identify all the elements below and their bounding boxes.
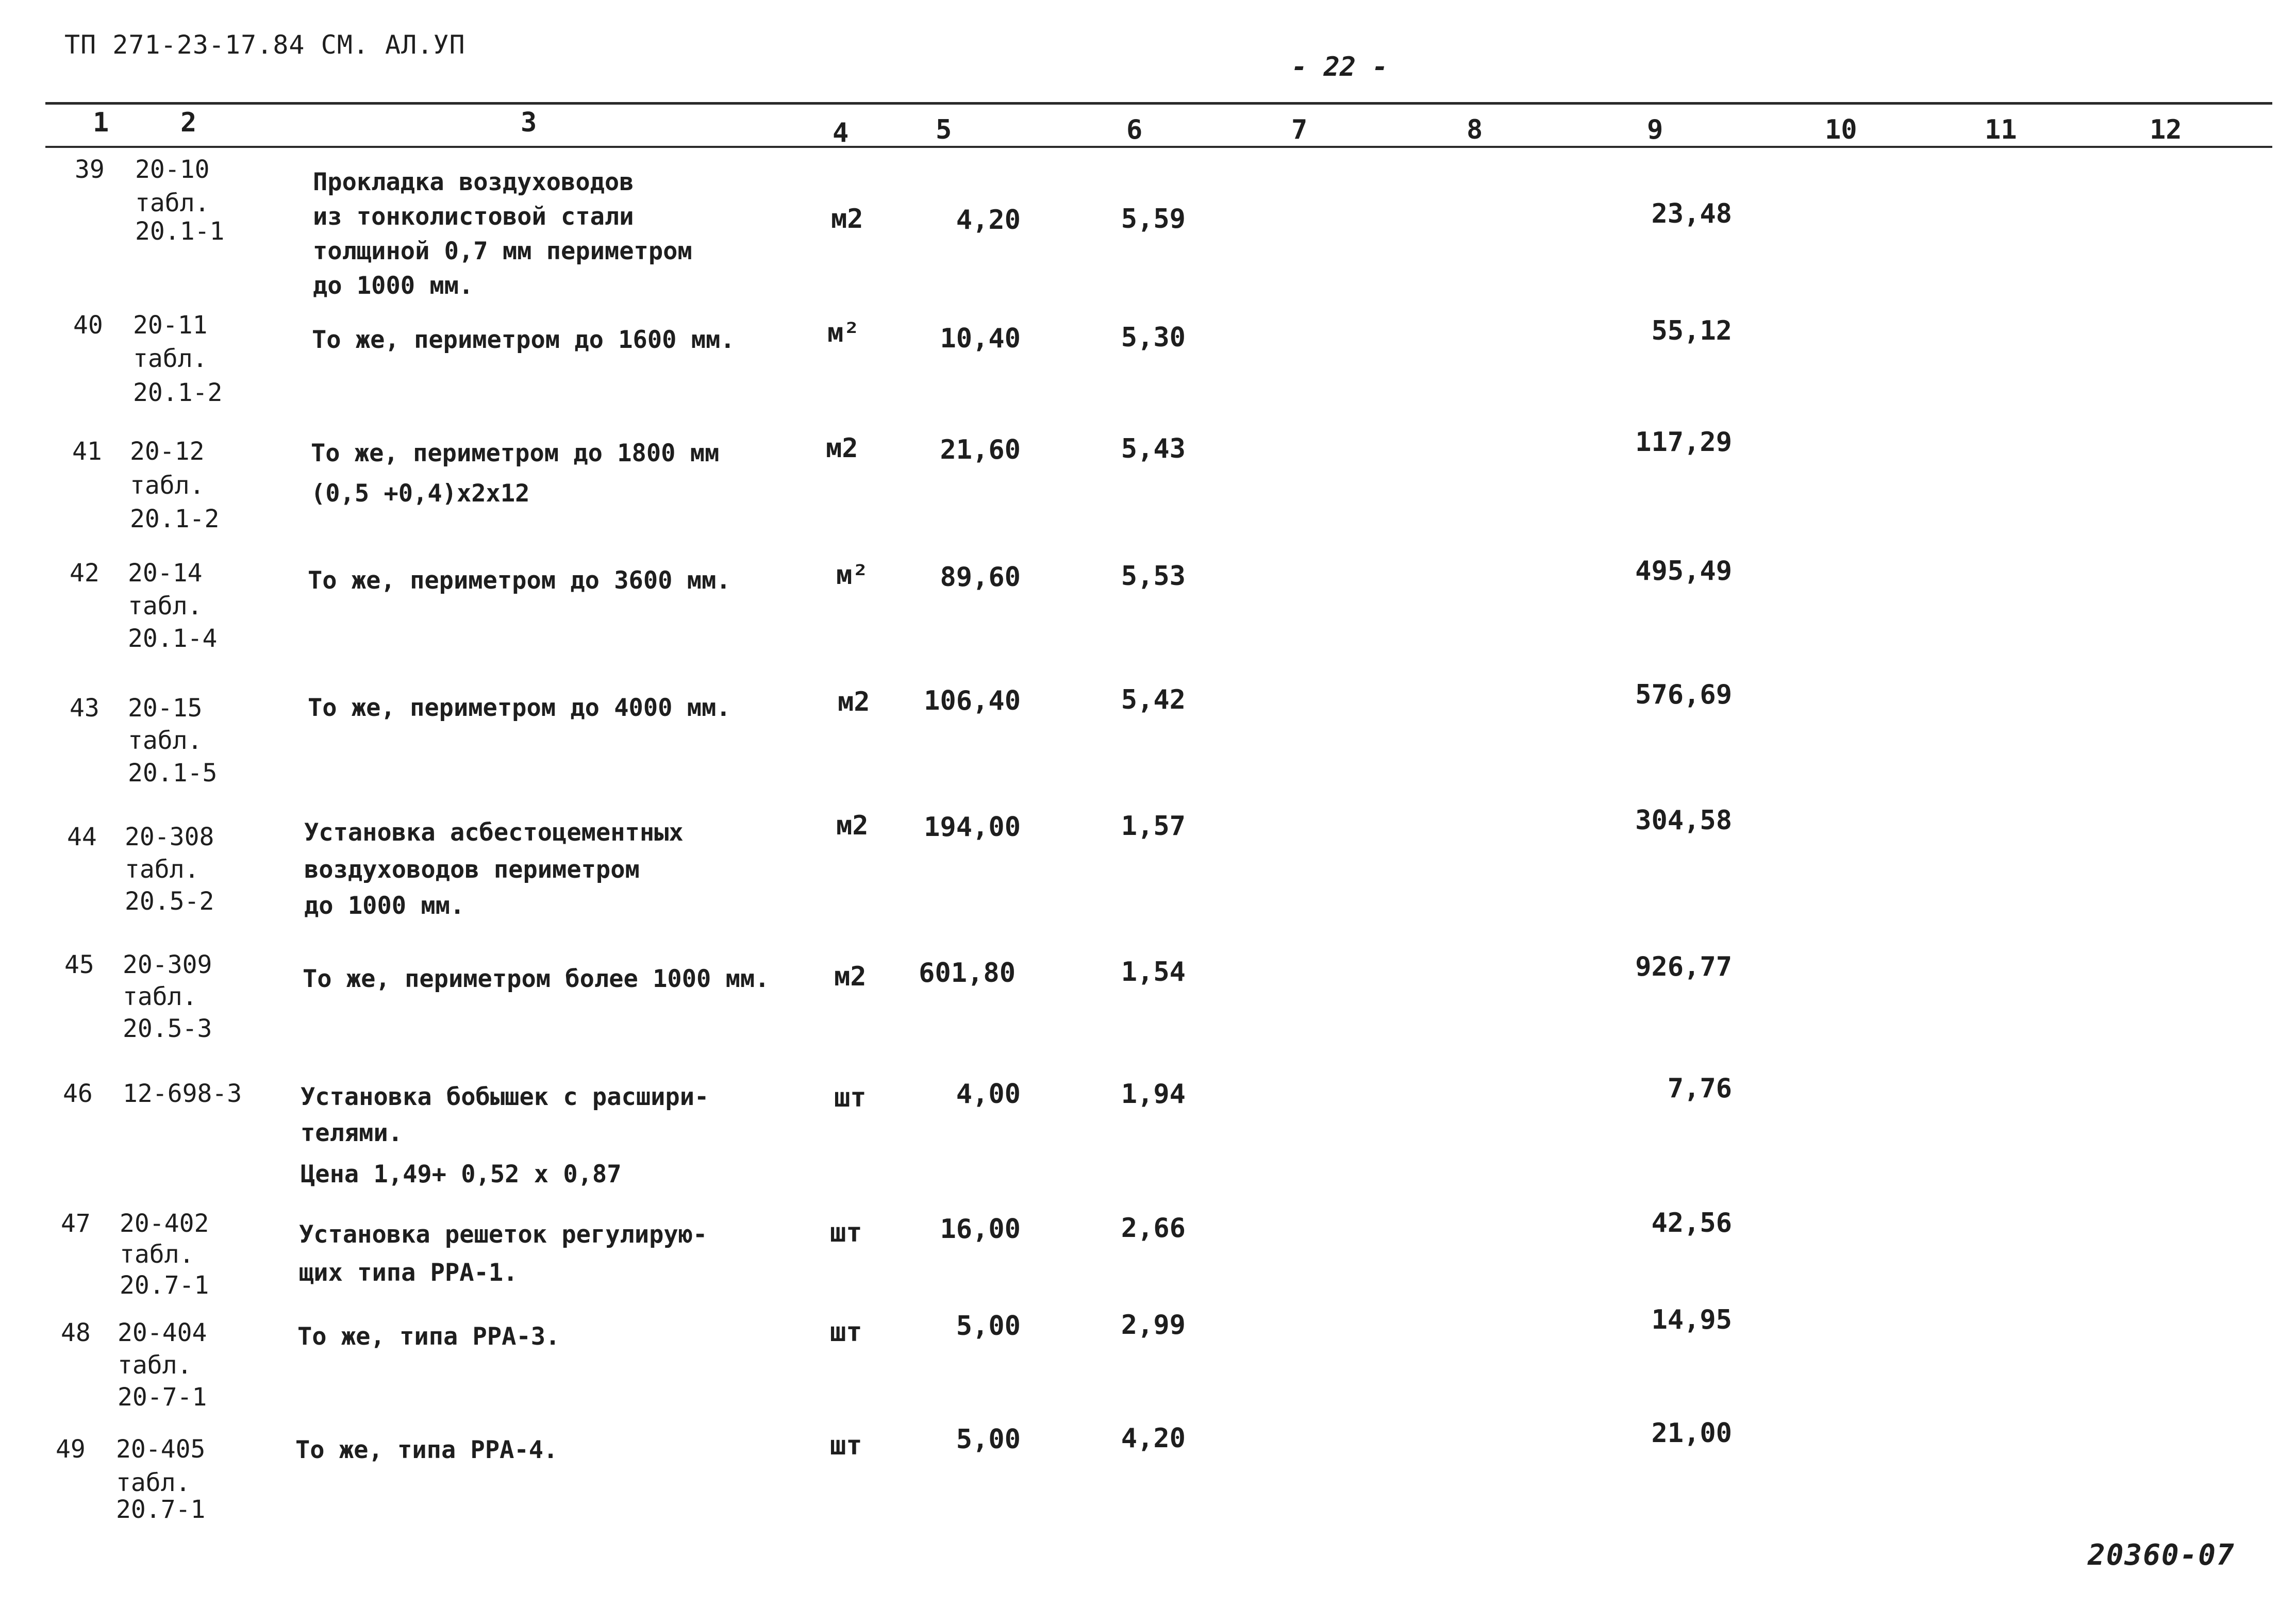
document-code: ТП 271-23-17.84 СМ. АЛ.УП: [64, 30, 465, 60]
col-header-10: 10: [1825, 114, 1857, 145]
row-41-unit: м2: [826, 433, 858, 464]
row-39-quantity: 4,20: [956, 205, 1021, 236]
row-47-total: 42,56: [1651, 1208, 1732, 1238]
row-41-unit-price: 5,43: [1121, 433, 1186, 464]
row-44-desc-2: воздуховодов периметром: [304, 856, 640, 884]
row-47-quantity: 16,00: [940, 1214, 1021, 1245]
row-44-code-3: 20.5-2: [125, 887, 214, 916]
row-44-unit-price: 1,57: [1121, 811, 1186, 842]
row-45-desc-1: То же, периметром более 1000 мм.: [303, 965, 770, 993]
col-header-3: 3: [521, 107, 537, 138]
row-46-unit: шт: [834, 1082, 867, 1113]
row-49-unit: шт: [830, 1430, 862, 1461]
row-43-total: 576,69: [1635, 679, 1732, 710]
row-43-unit: м2: [838, 687, 870, 717]
col-header-9: 9: [1647, 114, 1663, 145]
row-48-unit-price: 2,99: [1121, 1310, 1186, 1341]
row-47-desc-2: щих типа РРА-1.: [299, 1259, 518, 1287]
col-header-2: 2: [180, 107, 197, 138]
row-48-total: 14,95: [1651, 1304, 1732, 1335]
row-49-code-2: табл.: [116, 1468, 191, 1497]
col-header-11: 11: [1985, 114, 2017, 145]
archive-stamp: 20360-07: [2088, 1538, 2235, 1572]
row-49-total: 21,00: [1651, 1418, 1732, 1449]
row-43-quantity: 106,40: [924, 685, 1021, 716]
row-46-desc-2: телями.: [301, 1119, 403, 1147]
row-44-number: 44: [67, 823, 97, 851]
row-40-unit-price: 5,30: [1121, 322, 1186, 353]
row-41-desc-2: (0,5 +0,4)х2х12: [311, 479, 530, 508]
col-header-12: 12: [2150, 114, 2182, 145]
row-43-number: 43: [70, 694, 99, 723]
row-39-unit-price: 5,59: [1121, 204, 1186, 235]
row-48-code-1: 20-404: [118, 1318, 207, 1347]
row-40-quantity: 10,40: [940, 323, 1021, 354]
row-45-code-2: табл.: [123, 982, 197, 1011]
row-43-code-1: 20-15: [128, 694, 203, 723]
row-46-code-1: 12-698-3: [123, 1079, 242, 1108]
row-39-code-3: 20.1-1: [135, 217, 225, 246]
row-48-number: 48: [61, 1318, 91, 1347]
row-39-code-2: табл.: [135, 189, 210, 217]
row-46-quantity: 4,00: [956, 1079, 1021, 1110]
row-39-unit: м2: [831, 204, 863, 235]
col-header-7: 7: [1291, 114, 1308, 145]
row-47-unit: шт: [830, 1217, 862, 1248]
row-49-code-1: 20-405: [116, 1435, 206, 1464]
row-49-number: 49: [56, 1435, 86, 1464]
row-47-unit-price: 2,66: [1121, 1213, 1186, 1244]
row-47-code-1: 20-402: [120, 1209, 209, 1238]
row-49-quantity: 5,00: [956, 1424, 1021, 1455]
row-42-total: 495,49: [1635, 556, 1732, 587]
row-39-desc-2: из тонколистовой стали: [313, 203, 634, 231]
row-43-desc-1: То же, периметром до 4000 мм.: [308, 694, 731, 722]
row-49-desc-1: То же, типа РРА-4.: [295, 1436, 558, 1464]
row-41-quantity: 21,60: [940, 434, 1021, 465]
table-header-rule: [45, 146, 2272, 148]
row-44-desc-3: до 1000 мм.: [304, 892, 465, 920]
row-40-code-3: 20.1-2: [133, 378, 223, 407]
row-40-unit: м²: [827, 317, 860, 348]
row-42-unit: м²: [836, 560, 869, 591]
col-header-1: 1: [93, 107, 109, 138]
row-40-code-1: 20-11: [133, 311, 208, 340]
row-43-code-2: табл.: [128, 726, 203, 755]
row-43-code-3: 20.1-5: [128, 759, 218, 788]
row-46-desc-3: Цена 1,49+ 0,52 х 0,87: [301, 1160, 622, 1188]
row-44-total: 304,58: [1635, 805, 1732, 836]
row-39-desc-1: Прокладка воздуховодов: [313, 168, 634, 196]
row-46-number: 46: [63, 1079, 93, 1108]
row-48-quantity: 5,00: [956, 1311, 1021, 1342]
row-45-code-3: 20.5-3: [123, 1014, 212, 1043]
row-47-code-3: 20.7-1: [120, 1271, 209, 1300]
row-41-total: 117,29: [1635, 427, 1732, 458]
row-46-total: 7,76: [1667, 1073, 1732, 1104]
row-42-code-3: 20.1-4: [128, 624, 218, 653]
row-47-desc-1: Установка решеток регулирую-: [299, 1220, 708, 1249]
row-41-code-1: 20-12: [130, 437, 205, 466]
row-42-number: 42: [70, 559, 99, 588]
col-header-6: 6: [1126, 114, 1143, 145]
row-44-code-1: 20-308: [125, 823, 214, 851]
row-39-total: 23,48: [1651, 198, 1732, 229]
row-48-unit: шт: [830, 1317, 862, 1348]
row-39-code-1: 20-10: [135, 155, 210, 184]
row-45-unit: м2: [834, 961, 867, 992]
row-41-number: 41: [72, 437, 102, 466]
row-42-quantity: 89,60: [940, 562, 1021, 593]
row-45-total: 926,77: [1635, 951, 1732, 982]
row-47-code-2: табл.: [120, 1240, 194, 1269]
row-39-desc-4: до 1000 мм.: [313, 272, 474, 300]
row-46-unit-price: 1,94: [1121, 1079, 1186, 1110]
row-44-quantity: 194,00: [924, 812, 1021, 843]
row-42-unit-price: 5,53: [1121, 561, 1186, 592]
row-48-code-3: 20-7-1: [118, 1383, 207, 1412]
row-44-unit: м2: [836, 810, 869, 841]
row-43-unit-price: 5,42: [1121, 684, 1186, 715]
col-header-8: 8: [1467, 114, 1483, 145]
row-45-unit-price: 1,54: [1121, 957, 1186, 987]
row-49-code-3: 20.7-1: [116, 1495, 206, 1524]
row-40-total: 55,12: [1651, 315, 1732, 346]
page-number: - 22 -: [1291, 52, 1388, 82]
row-49-unit-price: 4,20: [1121, 1423, 1186, 1454]
row-45-number: 45: [64, 950, 94, 979]
row-44-code-2: табл.: [125, 855, 199, 884]
row-42-desc-1: То же, периметром до 3600 мм.: [308, 566, 731, 595]
row-39-desc-3: толщиной 0,7 мм периметром: [313, 237, 692, 265]
row-39-number: 39: [75, 155, 105, 184]
row-46-desc-1: Установка бобышек с расшири-: [301, 1083, 709, 1111]
row-47-number: 47: [61, 1209, 91, 1238]
row-40-number: 40: [73, 311, 103, 340]
row-45-code-1: 20-309: [123, 950, 212, 979]
row-44-desc-1: Установка асбестоцементных: [304, 818, 684, 847]
row-45-quantity: 601,80: [919, 958, 1016, 989]
row-41-code-3: 20.1-2: [130, 505, 220, 533]
col-header-4: 4: [833, 118, 849, 148]
row-42-code-2: табл.: [128, 592, 203, 621]
table-top-rule: [45, 102, 2272, 105]
row-42-code-1: 20-14: [128, 559, 203, 588]
row-48-desc-1: То же, типа РРА-3.: [297, 1323, 560, 1351]
col-header-5: 5: [936, 114, 952, 145]
row-41-code-2: табл.: [130, 471, 205, 500]
row-41-desc-1: То же, периметром до 1800 мм: [311, 439, 720, 467]
row-40-desc-1: То же, периметром до 1600 мм.: [312, 326, 735, 354]
row-40-code-2: табл.: [133, 344, 208, 373]
row-48-code-2: табл.: [118, 1351, 192, 1380]
